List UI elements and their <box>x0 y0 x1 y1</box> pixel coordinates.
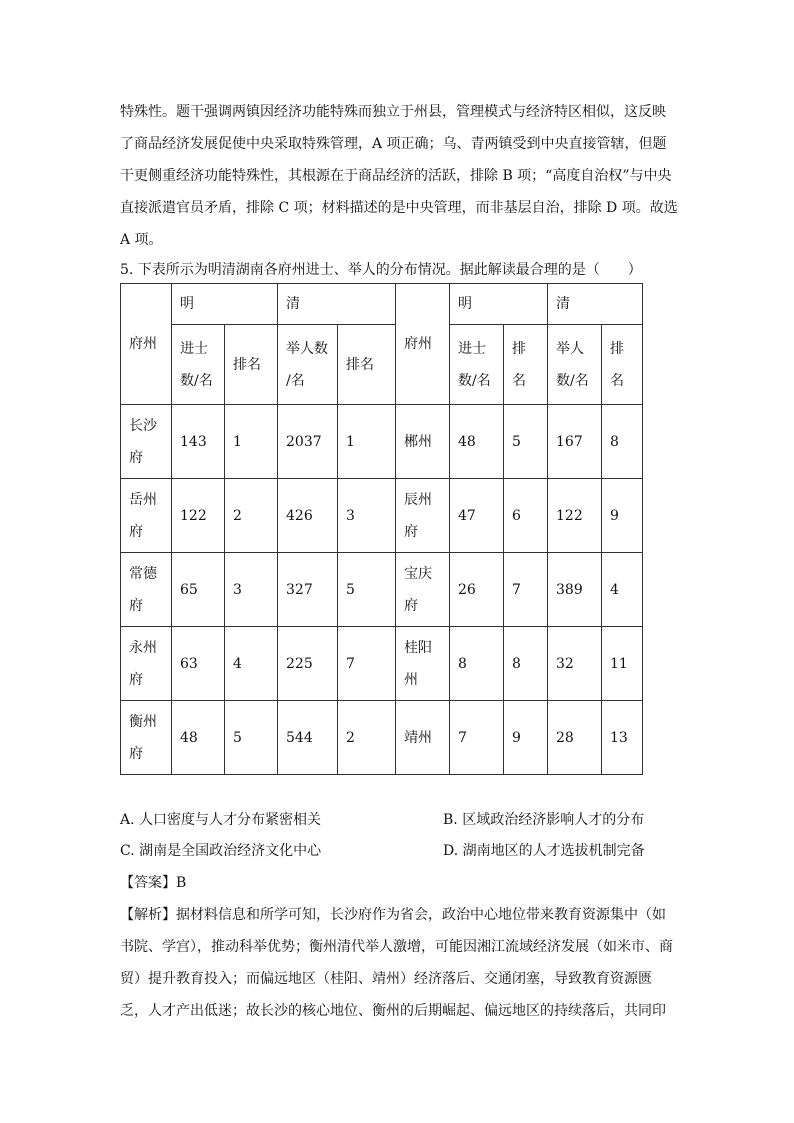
table-cell: 7 <box>450 701 504 775</box>
text-line: 乏，人才产出低迷；故长沙的核心地位、衡州的后期崛起、偏远地区的持续落后，共同印 <box>120 1003 666 1019</box>
table-cell: 389 <box>548 553 602 627</box>
table-cell: 544 <box>278 701 338 775</box>
table-row <box>121 405 643 479</box>
text-line: 直接派遣官员矛盾，排除 C 项；材料描述的是中央管理，而非基层自治，排除 D 项。故选 <box>120 200 678 216</box>
table-cell: 4 <box>602 553 643 627</box>
intro-paragraph <box>120 96 680 256</box>
header-qing: 清 <box>278 284 396 325</box>
table-row <box>121 627 643 701</box>
table-cell: 3 <box>225 553 278 627</box>
prefecture-name: 宝庆 府 <box>396 553 450 627</box>
text-line: A 项。 <box>120 232 163 248</box>
text-line: 干更侧重经济功能特殊性，其根源在于商品经济的活跃，排除 B 项；“高度自治权”与中央 <box>120 168 672 184</box>
text-line: 书院、学宫），推动科举优势；衡州清代举人激增，可能因湘江流域经济发展（如米市、商 <box>120 939 673 955</box>
prefecture-name: 靖州 <box>396 701 450 775</box>
prefecture-name: 岳州 府 <box>121 479 172 553</box>
option-b: B. 区域政治经济影响人才的分布 <box>443 812 645 828</box>
table-cell: 9 <box>602 479 643 553</box>
option-c: C. 湖南是全国政治经济文化中心 <box>120 843 322 859</box>
table-cell: 8 <box>450 627 504 701</box>
table-cell: 122 <box>172 479 225 553</box>
prefecture-name: 辰州 府 <box>396 479 450 553</box>
prefecture-name: 常德 府 <box>121 553 172 627</box>
table-cell: 143 <box>172 405 225 479</box>
header-qing: 清 <box>548 284 643 325</box>
header-rank: 排名 <box>338 325 396 405</box>
table-cell: 122 <box>548 479 602 553</box>
header-juren: 举人 数/名 <box>548 325 602 405</box>
table-cell: 5 <box>338 553 396 627</box>
header-ming: 明 <box>172 284 278 325</box>
header-prefecture: 府州 <box>396 284 450 405</box>
table-cell: 47 <box>450 479 504 553</box>
table-row <box>121 701 643 775</box>
table-cell: 3 <box>338 479 396 553</box>
table-cell: 7 <box>504 553 548 627</box>
table-cell: 1 <box>225 405 278 479</box>
question-stem: 5. 下表所示为明清湖南各府州进士、举人的分布情况。据此解读最合理的是（ ） <box>120 262 642 278</box>
prefecture-name: 长沙 府 <box>121 405 172 479</box>
analysis-paragraph <box>120 899 680 1027</box>
table-cell: 6 <box>504 479 548 553</box>
header-prefecture: 府州 <box>121 284 172 405</box>
header-rank: 排 名 <box>602 325 643 405</box>
table-cell: 11 <box>602 627 643 701</box>
table-row <box>121 479 643 553</box>
table-cell: 327 <box>278 553 338 627</box>
table-cell: 4 <box>225 627 278 701</box>
text-line: 【解析】据材料信息和所学可知，长沙府作为省会，政治中心地位带来教育资源集中（如 <box>120 907 666 923</box>
table-cell: 7 <box>338 627 396 701</box>
header-rank: 排名 <box>225 325 278 405</box>
table-cell: 167 <box>548 405 602 479</box>
text-line: 了商品经济发展促使中央采取特殊管理，A 项正确；乌、青两镇受到中央直接管辖，但题 <box>120 136 667 152</box>
table-cell: 2 <box>338 701 396 775</box>
header-rank: 排 名 <box>504 325 548 405</box>
table-cell: 32 <box>548 627 602 701</box>
prefecture-name: 郴州 <box>396 405 450 479</box>
text-line: 贸）提升教育投入；而偏远地区（桂阳、靖州）经济落后、交通闭塞，导致教育资源匮 <box>120 971 652 987</box>
option-d: D. 湖南地区的人才选拔机制完备 <box>443 843 645 859</box>
table-row <box>121 553 643 627</box>
table-subheader-row <box>121 325 643 405</box>
table-header-row <box>121 284 643 325</box>
table-cell: 63 <box>172 627 225 701</box>
header-juren: 举人数 /名 <box>278 325 338 405</box>
answer-label: 【答案】B <box>120 875 187 891</box>
table-cell: 2037 <box>278 405 338 479</box>
table-cell: 225 <box>278 627 338 701</box>
table-cell: 9 <box>504 701 548 775</box>
table-cell: 1 <box>338 405 396 479</box>
table-cell: 48 <box>450 405 504 479</box>
table-cell: 13 <box>602 701 643 775</box>
prefecture-name: 桂阳 州 <box>396 627 450 701</box>
prefecture-name: 永州 府 <box>121 627 172 701</box>
table-cell: 426 <box>278 479 338 553</box>
table-cell: 65 <box>172 553 225 627</box>
table-cell: 26 <box>450 553 504 627</box>
table-cell: 2 <box>225 479 278 553</box>
table-cell: 8 <box>504 627 548 701</box>
table-cell: 5 <box>225 701 278 775</box>
text-line: 特殊性。题干强调两镇因经济功能特殊而独立于州县，管理模式与经济特区相似，这反映 <box>120 104 666 120</box>
header-jinshi: 进士 数/名 <box>172 325 225 405</box>
table-cell: 28 <box>548 701 602 775</box>
header-ming: 明 <box>450 284 548 325</box>
table-cell: 5 <box>504 405 548 479</box>
prefecture-name: 衡州 府 <box>121 701 172 775</box>
table-cell: 8 <box>602 405 643 479</box>
data-table <box>120 283 643 775</box>
header-jinshi: 进士 数/名 <box>450 325 504 405</box>
option-a: A. 人口密度与人才分布紧密相关 <box>120 812 322 828</box>
table-cell: 48 <box>172 701 225 775</box>
